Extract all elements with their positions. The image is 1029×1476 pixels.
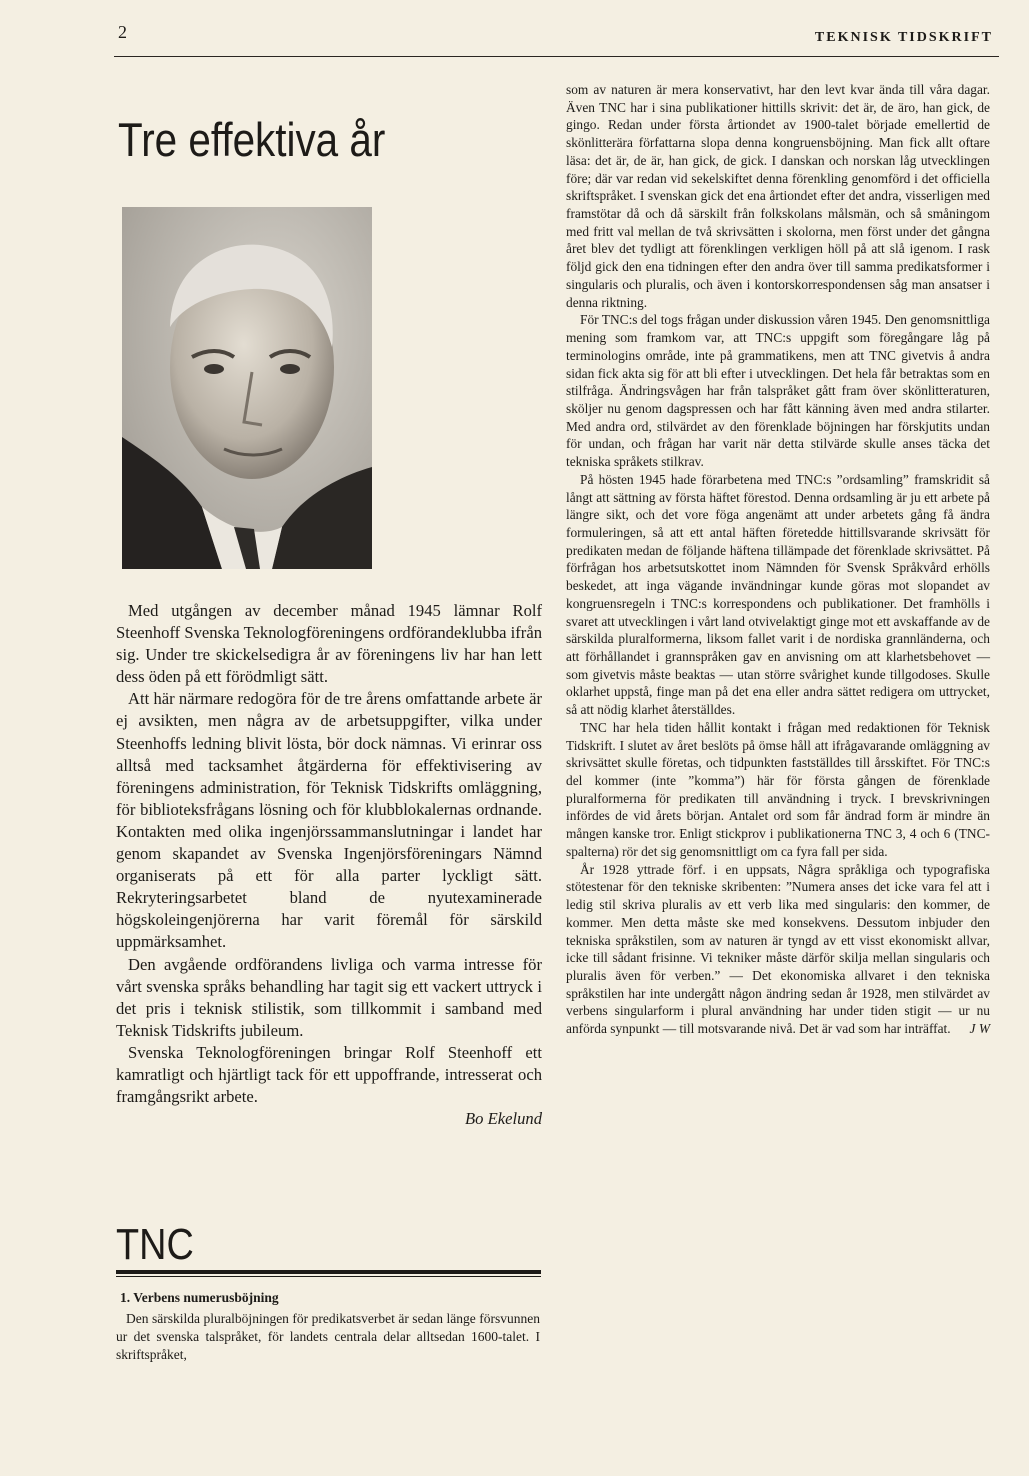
article-title: Tre effektiva år [118,113,386,166]
tnc-left-paragraph: Den särskilda pluralböjningen för predikatsverbet är sedan länge försvunnen ur det svenska talspråket, för landets centrala delar alltsedan 1600-talet. I skriftspråket, [116,1311,540,1362]
tnc-title: TNC [116,1220,194,1269]
tnc-paragraph: På hösten 1945 hade förarbetena med TNC:s ”ordsamling” framskridit så långt att sättning av första häftet förestod. Denna ordsamling är ju ett arbete på längre sikt, och det vore föga angenämt att under arbetets gång få ändra formuleringen, så att ett antal häften företedde hittillsvarande skrivsätt för predikaten medan de följande häftena tillämpade det förenklade skrivsättet. På förfrågan hos arbetsutskottet inom Nämnden för Svensk Språkvård erhölls beskedet, att inga vägande invändningar kunde göras mot slopandet av kongruensregeln i TNC:s korrespondens och publikationer. Det framhölls i svaret att utvecklingen i vårt land otvivelaktigt ginge mot ett avskaffande av de särskilda pluralformerna, liksom fallet varit i de nordiska grannländerna, och att förhållandet i grannspråken gav en anvisning om att klarhetsbehovet — som givetvis måste beaktas — utan större svårighet kunde tillgodoses. Skulle oklarhet uppstå, finge man på det ena eller andra sättet redigera om uttrycket, så att nödig klarhet återställdes. [566,471,990,718]
tnc-paragraph: För TNC:s del togs frågan under diskussion våren 1945. Den genomsnittliga mening som framkom var, att TNC:s uppgift som föregångare låg på terminologins område, inte på grammatikens, men att TNC givetvis å andra sidan fick akta sig för att bli efter i utvecklingen. Det hela får betraktas som en stilfråga. Ändringsvågen har från talspråket gått fram över skönlitteraturen, sköljer nu genom dagspressen och har fått känning även med andra stilarter. Med andra ord, stilvärdet av den förenklade böjningen har förskjutits undan för undan, och frågan har varit när detta stilvärde skulle anses täcka det tekniska språkets stilkrav. [566,312,990,470]
tnc-paragraph: TNC har hela tiden hållit kontakt i frågan med redaktionen för Teknisk Tidskrift. I slutet av året beslöts på ömse håll att ifrågavarande omläggning av skrivsättet skulle företas, och tidpunkten fastställdes till årsskiftet. För TNC:s del kommer (inte ”komma”) här för första gången de förenklade pluralformerna för predikaten till användning i tryck. I brevskrivningen infördes de vid årets början. Antalet ord som får ändrad form är mindre än mången kanske tror. Enligt stickprov i publikationerna TNC 3, 4 och 6 (TNC-spalterna) rör det sig genomsnittligt om ca fyra fall per sida. [566,719,990,859]
header-rule [114,56,999,57]
tnc-rule [116,1270,541,1274]
portrait-photo [122,207,372,569]
intro-paragraph: Med utgången av december månad 1945 lämnar Rolf Steenhoff Svenska Teknologföreningens ordförandeklubba ifrån sig. Under tre skickelsedigra år av föreningens liv har han lett dess öden på ett förödmligt sätt. [116,601,542,687]
page-number: 2 [118,22,127,42]
body-paragraph: Att här närmare redogöra för de tre årens omfattande arbete är ej avsikten, men några av de arbetsuppgifter, vilka under Steenhoffs ledning blivit lösta, bör dock nämnas. Vi erinrar oss alltså med tacksamhet åtgärderna för effektivisering av föreningens administration, för Teknisk Tidskrifts omläggning, för biblioteksfrågans lösning och för klubblokalernas ordnande. Kontakten med olika ingenjörssammanslutningar i landet har genom skapandet av Svenska Ingenjörsföreningars Nämnd organiserats på ett för alla parter lyckligt sätt. Rekryteringsarbetet bland de nyutexaminerade högskoleingenjörerna har varit föremål för särskild uppmärksamhet. [116,689,542,952]
tnc-paragraph [566,861,990,1038]
body-paragraph: Den avgående ordförandens livliga och varma intresse för vårt svenska språks behandling har tagit sig ett vackert uttryck i det pris i teknisk stilistik, som tillkommit i samband med Teknisk Tidskrifts jubileum. [116,954,542,1040]
section-heading: 1. Verbens numerusböjning [120,1290,279,1305]
tnc-paragraph-text: År 1928 yttrade förf. i en uppsats, Några språkliga och typografiska stötestenar för den tekniske skribenten: ”Numera anses det icke vara fel att i ledig stil skriva pluralis av ett verb lika med singularis: den kommer, de kommer. Men detta måste ske med konsekvens. Dessutom inbjuder den tekniska språkstilen, som av naturen är tyngd av ett visst ekonomiskt allvar, icke till sådant frisinne. Vi tekniker måste därför skilja mellan singularis och pluralis även för verben.” — Det ekonomiska allvaret i den tekniska språkstilen har inte undergått någon ändring sedan år 1928, men stilvärdet av verbens singularform i plural användning har under tiden stigit — ur nu anförda synpunkt — till motsvarande nivå. Det är vad som har inträffat. [566,861,990,1037]
body-paragraph: Svenska Teknologföreningen bringar Rolf Steenhoff ett kamratligt och hjärtligt tack för ett uppoffrande, intresserat och framgångsrikt arbete. [116,1042,542,1107]
tnc-rule-thin [116,1276,541,1277]
tnc-signature: J W [969,1021,990,1037]
signature: Bo Ekelund [465,1109,542,1129]
journal-title: TEKNISK TIDSKRIFT [814,30,993,45]
tnc-paragraph: som av naturen är mera konservativt, har den levt kvar ända till våra dagar. Även TNC har i sina publikationer hittills skrivit: det är, de äro, han gick, de gingo. Redan under första årtiondet av 1900-talet började emellertid de skönlitterära författarna slopa denna kongruensböjning. Man fick allt oftare läsa: det är, de är, han gick, de gick. I danskan och norskan låg utvecklingen före; där var redan vid sekelskiftet denna förenkling genomförd i det officiella skriftspråket. I svenskan gick det ena årtiondet efter det andra, visserligen med framstötar då och då särskilt från folkskolans målsmän, och så småningom med fritt val mellan de två skrivsätten i skolorna, men först under det gångna året blev det tydligt att förenklingen verkligen höll på att slå igenom. I rask följd gick den ena tidningen efter den andra över till samma predikatsformer i singularis och pluralis, och även i kontorskorrespondensen såg man ansatser i denna riktning. [566,82,990,310]
